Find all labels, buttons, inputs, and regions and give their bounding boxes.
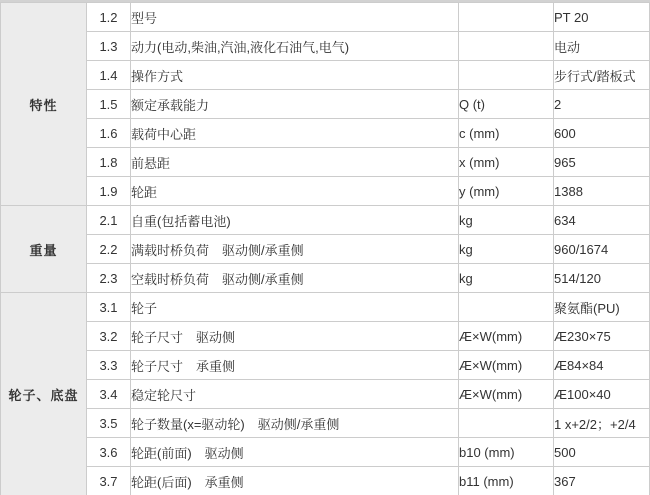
section-label-characteristics: 特性 <box>1 3 87 206</box>
unit-symbol: kg <box>459 264 554 293</box>
spec-name: 轮子数量(x=驱动轮) 驱动侧/承重侧 <box>131 409 459 438</box>
spec-name: 满载时桥负荷 驱动侧/承重侧 <box>131 235 459 264</box>
row-index: 1.3 <box>87 32 131 61</box>
table-row <box>1 264 650 293</box>
row-index: 2.3 <box>87 264 131 293</box>
spec-name: 轮子尺寸 驱动侧 <box>131 322 459 351</box>
row-index: 1.4 <box>87 61 131 90</box>
row-index: 3.4 <box>87 380 131 409</box>
spec-name: 轮距(后面) 承重侧 <box>131 467 459 495</box>
unit-symbol: kg <box>459 235 554 264</box>
unit-symbol <box>459 32 554 61</box>
row-index: 1.6 <box>87 119 131 148</box>
unit-symbol: Æ×W(mm) <box>459 351 554 380</box>
spec-value: PT 20 <box>554 3 650 32</box>
unit-symbol: b10 (mm) <box>459 438 554 467</box>
row-index: 2.2 <box>87 235 131 264</box>
unit-symbol: Æ×W(mm) <box>459 322 554 351</box>
spec-name: 空载时桥负荷 驱动侧/承重侧 <box>131 264 459 293</box>
spec-value: 聚氨酯(PU) <box>554 293 650 322</box>
unit-symbol <box>459 293 554 322</box>
table-row <box>1 119 650 148</box>
table-row <box>1 3 650 32</box>
table-row <box>1 177 650 206</box>
spec-value: 500 <box>554 438 650 467</box>
unit-symbol <box>459 409 554 438</box>
spec-value: 电动 <box>554 32 650 61</box>
unit-symbol: y (mm) <box>459 177 554 206</box>
spec-value: Æ230×75 <box>554 322 650 351</box>
row-index: 3.1 <box>87 293 131 322</box>
row-index: 1.2 <box>87 3 131 32</box>
spec-value: 步行式/踏板式 <box>554 61 650 90</box>
spec-name: 稳定轮尺寸 <box>131 380 459 409</box>
spec-value: 367 <box>554 467 650 495</box>
spec-name: 操作方式 <box>131 61 459 90</box>
row-index: 3.3 <box>87 351 131 380</box>
row-index: 3.6 <box>87 438 131 467</box>
row-index: 1.5 <box>87 90 131 119</box>
spec-name: 动力(电动,柴油,汽油,液化石油气,电气) <box>131 32 459 61</box>
table-row <box>1 148 650 177</box>
spec-value: 1 x+2/2；+2/4 <box>554 409 650 438</box>
spec-value: 514/120 <box>554 264 650 293</box>
unit-symbol: Q (t) <box>459 90 554 119</box>
spec-name: 型号 <box>131 3 459 32</box>
spec-value: 634 <box>554 206 650 235</box>
table-row <box>1 206 650 235</box>
table-row <box>1 32 650 61</box>
table-row <box>1 351 650 380</box>
row-index: 3.7 <box>87 467 131 495</box>
spec-table <box>0 2 650 495</box>
spec-name: 轮距 <box>131 177 459 206</box>
spec-name: 自重(包括蓄电池) <box>131 206 459 235</box>
spec-name: 轮子尺寸 承重侧 <box>131 351 459 380</box>
table-row <box>1 61 650 90</box>
row-index: 3.2 <box>87 322 131 351</box>
spec-name: 轮距(前面) 驱动侧 <box>131 438 459 467</box>
spec-name: 载荷中心距 <box>131 119 459 148</box>
row-index: 2.1 <box>87 206 131 235</box>
spec-value: 2 <box>554 90 650 119</box>
unit-symbol: kg <box>459 206 554 235</box>
spec-value: 960/1674 <box>554 235 650 264</box>
unit-symbol: c (mm) <box>459 119 554 148</box>
spec-name: 额定承载能力 <box>131 90 459 119</box>
section-label-wheels-chassis: 轮子、底盘 <box>1 293 87 495</box>
spec-value: 965 <box>554 148 650 177</box>
unit-symbol <box>459 61 554 90</box>
spec-value: 600 <box>554 119 650 148</box>
row-index: 1.9 <box>87 177 131 206</box>
unit-symbol: Æ×W(mm) <box>459 380 554 409</box>
spec-value: Æ100×40 <box>554 380 650 409</box>
table-row <box>1 467 650 495</box>
section-label-weight: 重量 <box>1 206 87 293</box>
table-row <box>1 438 650 467</box>
spec-name: 轮子 <box>131 293 459 322</box>
table-row <box>1 90 650 119</box>
spec-name: 前悬距 <box>131 148 459 177</box>
table-row <box>1 235 650 264</box>
table-row <box>1 409 650 438</box>
spec-value: 1388 <box>554 177 650 206</box>
row-index: 1.8 <box>87 148 131 177</box>
table-row <box>1 293 650 322</box>
unit-symbol: x (mm) <box>459 148 554 177</box>
table-row <box>1 380 650 409</box>
spec-value: Æ84×84 <box>554 351 650 380</box>
row-index: 3.5 <box>87 409 131 438</box>
unit-symbol: b11 (mm) <box>459 467 554 495</box>
table-row <box>1 322 650 351</box>
unit-symbol <box>459 3 554 32</box>
